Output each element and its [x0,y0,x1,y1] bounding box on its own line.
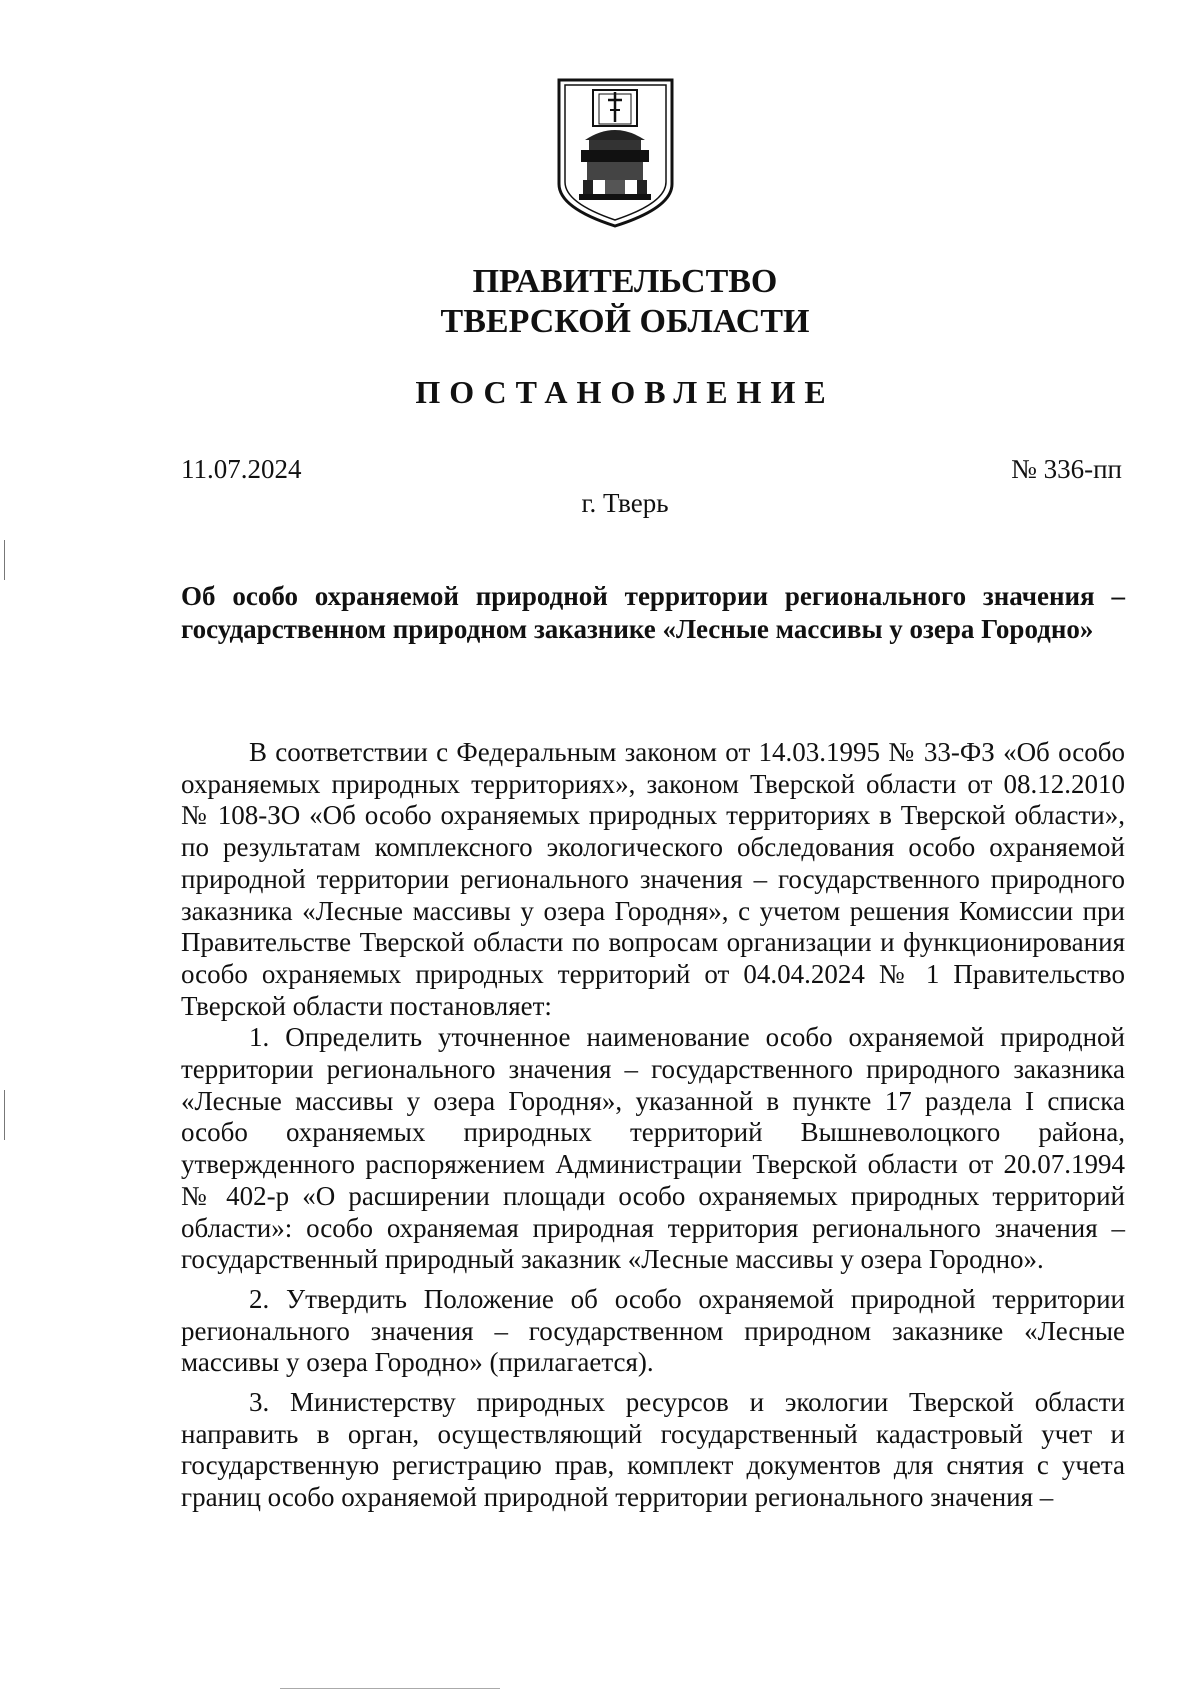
coat-of-arms-icon [553,76,678,230]
document-type: ПОСТАНОВЛЕНИЕ [415,374,835,410]
government-title-line2: ТВЕРСКОЙ ОБЛАСТИ [440,303,810,340]
document-city: г. Тверь [581,488,669,518]
scan-mark [4,1090,5,1140]
intro-paragraph: В соответствии с Федеральным законом от 14.03.1995 № 33-ФЗ «Об особо охраняемых природных территориях», законом Тверской области от 08.12.2010 № 108-ЗО «Об особо охраняемых природных территориях в Тверской области», по результатам комплексного экологического обследования особо охраняемой природной территории регионального значения – государственного природного заказника «Лесные массивы у озера Городня», с учетом решения Комиссии при Правительстве Тверской области по вопросам организации и функционирования особо охраняемых природных территорий от 04.04.2024 № 1 Правительство Тверской области постановляет: [181,737,1125,1021]
document-body [181,737,1125,1514]
scan-mark [280,1688,500,1689]
scan-mark [4,540,5,580]
item-paragraph-2: 2. Утвердить Положение об особо охраняемой природной территории регионального значения – государственном природном заказнике «Лесные массивы у озера Городно» (прилагается). [181,1283,1125,1378]
document-number: № 336-пп [1011,454,1122,484]
document-date: 11.07.2024 [181,454,302,484]
document-title: Об особо охраняемой природной территории регионального значения – государственном природном заказнике «Лесные массивы у озера Городно» [181,581,1125,644]
item-paragraph-1: 1. Определить уточненное наименование особо охраняемой природной территории регионального значения – государственного природного заказника «Лесные массивы у озера Городня», указанной в пункте 17 раздела I списка особо охраняемых природных территорий Вышневолоцкого района, утвержденного распоряжением Администрации Тверской области от 20.07.1994 № 402-р «О расширении площади особо охраняемых природных территорий области»: особо охраняемая природная территория регионального значения – государственный природный заказник «Лесные массивы у озера Городно». [181,1022,1125,1275]
government-title-line1: ПРАВИТЕЛЬСТВО [472,263,778,300]
item-paragraph-3: 3. Министерству природных ресурсов и экологии Тверской области направить в орган, осуществляющий государственный кадастровый учет и государственную регистрацию прав, комплект документов для снятия с учета границ особо охраняемой природной территории регионального значения – [181,1387,1125,1513]
